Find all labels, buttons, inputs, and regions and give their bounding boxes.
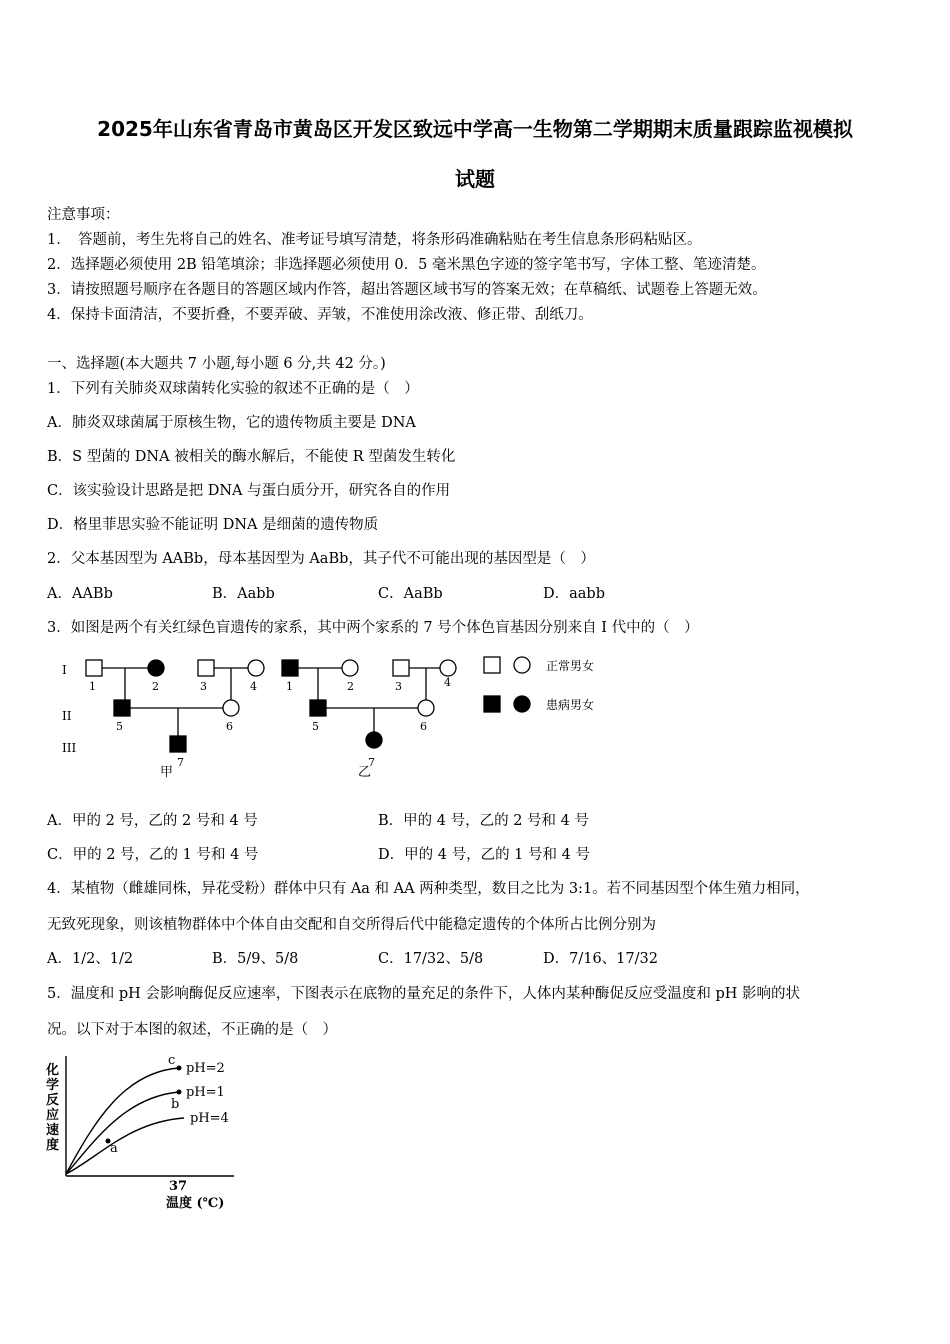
curve-ph4 [66,1118,184,1174]
yi-num-2: 2 [347,680,354,693]
family-label-jia: 甲 [160,765,174,780]
xtick-37: 37 [169,1179,188,1194]
q2-option-d: D．aabb [543,586,605,602]
legend-normal-male [484,657,500,673]
q4-option-c: C．17/32、5/8 [378,951,484,967]
yi-ii6-female [418,700,434,716]
q3-option-b: B．甲的 4 号，乙的 2 号和 4 号 [378,813,589,829]
jia-num-2: 2 [152,680,159,693]
point-c [177,1066,182,1071]
q4-option-d: D．7/16、17/32 [543,951,658,967]
section-heading: 一、选择题(本大题共 7 小题,每小题 6 分,共 42 分。) [47,356,386,372]
legend-affected-label: 患病男女 [546,698,595,712]
ylabel-char-2: 学 [46,1078,60,1093]
notice-item-3: 3．请按照题号顺序在各题目的答题区域内作答，超出答题区域书写的答案无效；在草稿纸、试题卷上答题无效。 [47,282,767,298]
jia-i2-female-affected [148,660,164,676]
jia-num-4: 4 [250,680,257,693]
jia-num-3: 3 [200,680,207,693]
q1-option-a: A．肺炎双球菌属于原核生物，它的遗传物质主要是 DNA [47,415,416,431]
q4-stem-line-2: 无致死现象，则该植物群体中个体自由交配和自交所得后代中能稳定遗传的个体所占比例分别为 [47,917,656,933]
yi-num-5: 5 [312,720,319,733]
point-label-b: b [171,1097,180,1112]
jia-num-6: 6 [226,720,233,733]
q4-option-b: B．5/9、5/8 [212,951,299,967]
notice-item-1: 1． 答题前，考生先将自己的姓名、准考证号填写清楚，将条形码准确粘贴在考生信息条形码粘贴区。 [47,232,702,248]
ylabel-char-3: 反 [46,1093,60,1108]
q2-option-c: C．AaBb [378,586,443,602]
jia-ii6-female [223,700,239,716]
ylabel-char-5: 速 [46,1123,60,1138]
yi-ii5-male-affected [310,700,326,716]
q1-option-c: C．该实验设计思路是把 DNA 与蛋白质分开，研究各自的作用 [47,483,451,499]
yi-num-1: 1 [286,680,293,693]
notice-item-2: 2．选择题必须使用 2B 铅笔填涂；非选择题必须使用 0．5 毫米黑色字迹的签字笔书写，字体工整、笔迹清楚。 [47,257,766,273]
series-label-ph4: pH=4 [190,1111,229,1126]
yi-num-4: 4 [444,676,451,689]
legend-normal-label: 正常男女 [546,659,595,673]
gen-label-2: II [62,709,72,723]
q2-option-a: A．AABb [47,586,113,602]
q2-option-b: B．Aabb [212,586,275,602]
jia-ii5-male-affected [114,700,130,716]
notice-item-4: 4．保持卡面清洁，不要折叠，不要弄破、弄皱，不准使用涂改液、修正带、刮纸刀。 [47,307,593,323]
legend-affected-male [484,696,500,712]
yi-i3-male [393,660,409,676]
point-label-c: c [168,1053,176,1068]
jia-i1-male [86,660,102,676]
family-label-yi: 乙 [358,765,372,780]
yi-i4-female [440,660,456,676]
q3-option-c: C．甲的 2 号，乙的 1 号和 4 号 [47,847,259,863]
gen-label-3: III [62,741,77,755]
jia-iii7-male-affected [170,736,186,752]
ylabel-char-6: 度 [46,1138,60,1153]
series-label-ph1: pH=1 [186,1085,225,1100]
jia-i3-male [198,660,214,676]
q1-stem: 1．下列有关肺炎双球菌转化实验的叙述不正确的是（ ） [47,381,419,397]
yi-num-7: 7 [368,756,375,769]
q2-stem: 2．父本基因型为 AABb，母本基因型为 AaBb，其子代不可能出现的基因型是（ ） [47,551,595,567]
q1-option-d: D．格里菲思实验不能证明 DNA 是细菌的遗传物质 [47,517,379,533]
ylabel-char-4: 应 [46,1108,60,1123]
xlabel: 温度 (℃) [166,1196,225,1211]
q1-option-b: B．S 型菌的 DNA 被相关的酶水解后，不能使 R 型菌发生转化 [47,449,456,465]
yi-num-6: 6 [420,720,427,733]
yi-num-3: 3 [395,680,402,693]
yi-i2-female [342,660,358,676]
enzyme-rate-chart [44,1052,264,1212]
point-label-a: a [110,1141,118,1156]
gen-label-1: I [62,663,67,677]
jia-num-1: 1 [89,680,96,693]
q5-stem-line-2: 况。以下对于本图的叙述，不正确的是（ ） [47,1022,337,1038]
curve-ph1 [66,1092,179,1174]
yi-i1-male-affected [282,660,298,676]
q4-option-a: A．1/2、1/2 [47,951,134,967]
yi-iii7-female-affected [366,732,382,748]
pedigree-figure [50,648,630,788]
q3-stem: 3．如图是两个有关红绿色盲遗传的家系，其中两个家系的 7 号个体色盲基因分别来自 I 代中的（ ） [47,620,699,636]
point-b [177,1090,182,1095]
jia-num-5: 5 [116,720,123,733]
jia-i4-female [248,660,264,676]
q4-stem-line-1: 4．某植物（雌雄同株，异花受粉）群体中只有 Aa 和 AA 两种类型，数目之比为 3:1。若不同基因型个体生殖力相同， [47,881,810,897]
q3-option-a: A．甲的 2 号，乙的 2 号和 4 号 [47,813,258,829]
title-line-2: 试题 [455,167,495,191]
ylabel-char-1: 化 [46,1063,60,1078]
q3-option-d: D．甲的 4 号，乙的 1 号和 4 号 [378,847,590,863]
q5-stem-line-1: 5．温度和 pH 会影响酶促反应速率，下图表示在底物的量充足的条件下，人体内某种酶促反应受温度和 pH 影响的状 [47,986,801,1002]
notice-heading: 注意事项： [47,207,120,223]
jia-num-7: 7 [177,756,184,769]
series-label-ph2: pH=2 [186,1061,225,1076]
legend-affected-female [514,696,530,712]
title-line-1: 2025年山东省青岛市黄岛区开发区致远中学高一生物第二学期期末质量跟踪监视模拟 [97,117,853,141]
legend-normal-female [514,657,530,673]
